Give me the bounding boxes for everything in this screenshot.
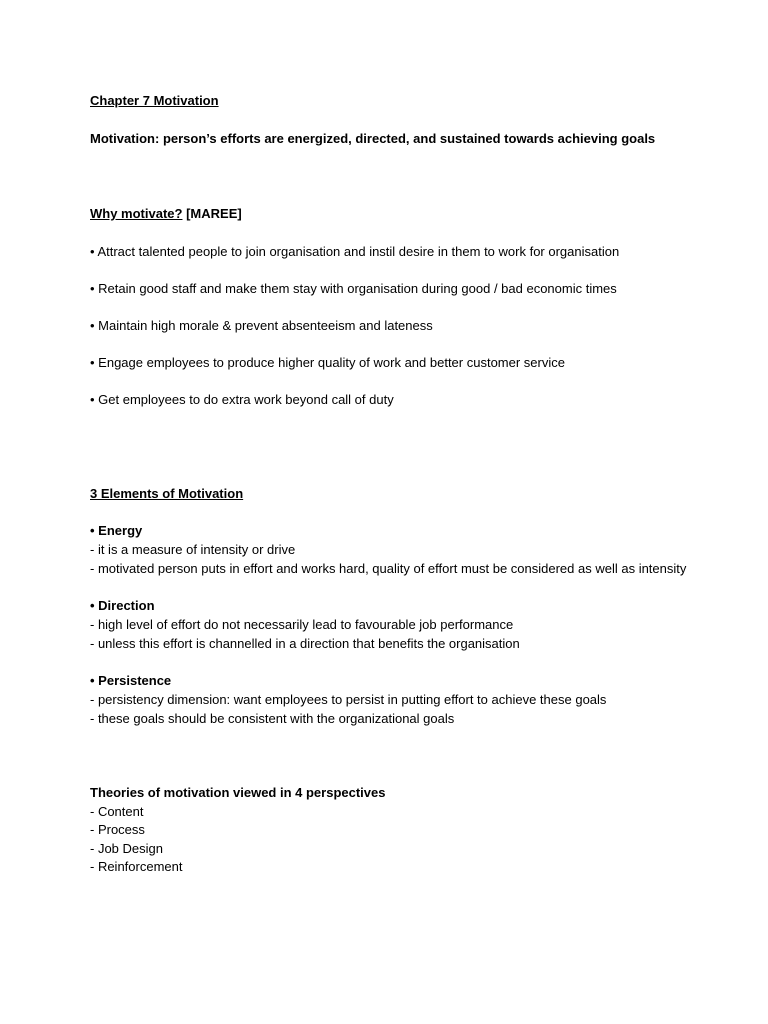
element-point: - it is a measure of intensity or drive	[90, 542, 296, 557]
motivation-definition	[90, 129, 688, 148]
element-point: - unless this effort is channelled in a direction that benefits the organisation	[90, 636, 520, 651]
reason-item: • Get employees to do extra work beyond call of duty	[90, 392, 394, 407]
definition-term: Motivation:	[90, 131, 160, 146]
element-title: • Energy	[90, 523, 143, 538]
element-energy	[90, 521, 688, 578]
element-persistence	[90, 671, 688, 728]
chapter-title: Chapter 7 Motivation	[90, 93, 219, 108]
element-point: - persistency dimension: want employees to persist in putting effort to achieve these goals	[90, 692, 607, 707]
element-title: • Direction	[90, 598, 155, 613]
why-heading-tag: [MAREE]	[186, 206, 242, 221]
element-direction	[90, 596, 688, 653]
reason-item: • Attract talented people to join organisation and instil desire in them to work for organisation	[90, 244, 620, 259]
elements-heading: 3 Elements of Motivation	[90, 486, 244, 501]
why-motivate-heading	[90, 204, 688, 223]
element-point: - these goals should be consistent with the organizational goals	[90, 711, 455, 726]
element-point: - motivated person puts in effort and works hard, quality of effort must be considered as well as intensity	[90, 561, 687, 576]
theory-item: - Reinforcement	[90, 859, 183, 874]
why-heading-text: Why motivate?	[90, 206, 183, 221]
reasons-list	[90, 242, 688, 409]
definition-text: person’s efforts are energized, directed, and sustained towards achieving goals	[162, 131, 656, 146]
reason-item: • Engage employees to produce higher quality of work and better customer service	[90, 355, 565, 370]
theories-section	[90, 784, 688, 877]
reason-item: • Maintain high morale & prevent absenteeism and lateness	[90, 318, 433, 333]
reason-item: • Retain good staff and make them stay with organisation during good / bad economic times	[90, 281, 617, 296]
theory-item: - Process	[90, 822, 145, 837]
element-point: - high level of effort do not necessarily lead to favourable job performance	[90, 617, 514, 632]
theory-item: - Content	[90, 803, 144, 819]
theory-item: - Job Design	[90, 840, 163, 856]
element-title: • Persistence	[90, 673, 172, 688]
theories-heading: Theories of motivation viewed in 4 perspectives	[90, 785, 386, 800]
